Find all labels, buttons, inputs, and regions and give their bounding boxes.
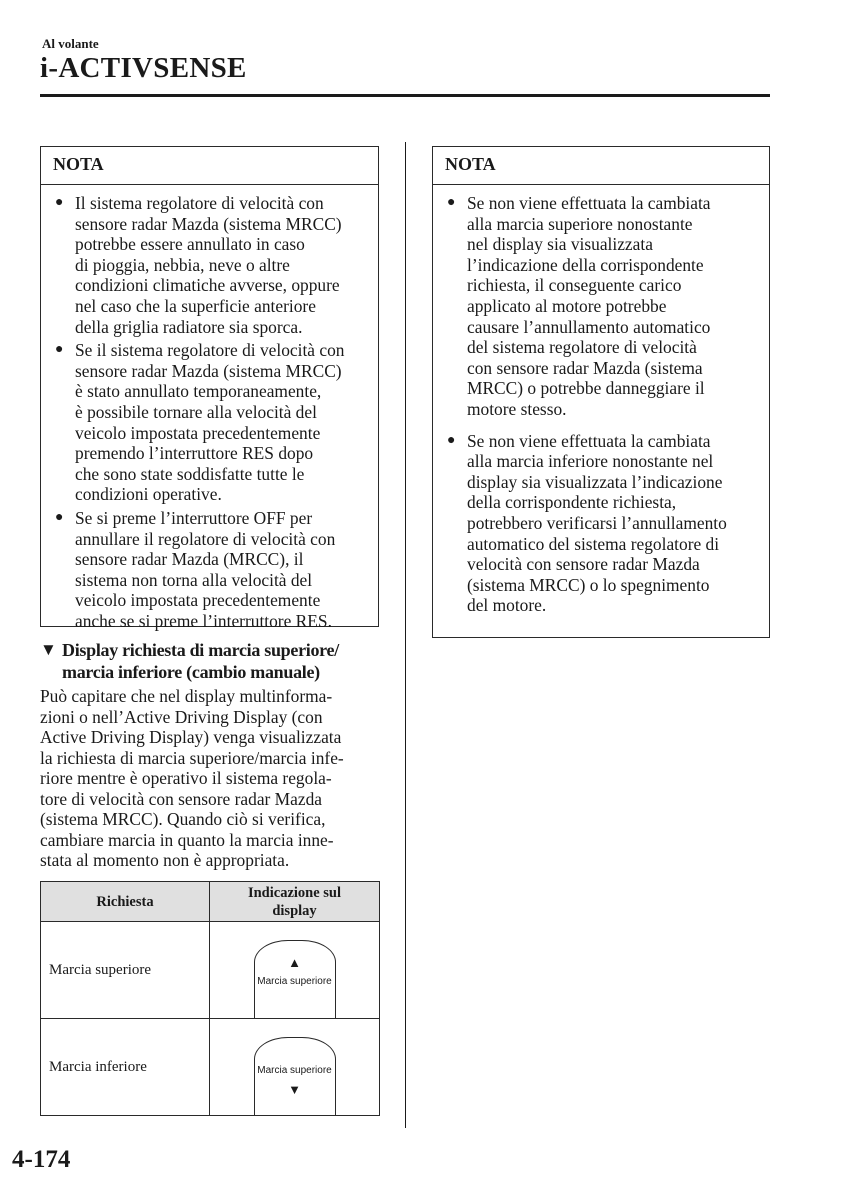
- arrow-up-icon: ▲: [288, 955, 301, 970]
- display-illustration-downshift: [254, 1037, 336, 1115]
- table-cell-display: [210, 922, 380, 1019]
- bullet-icon: ●: [55, 509, 64, 525]
- bullet-icon: ●: [447, 432, 456, 448]
- running-head: Al volante: [42, 36, 99, 51]
- arrow-down-icon: ▼: [288, 1082, 301, 1097]
- note-body: [433, 185, 769, 616]
- display-text: Marcia superiore: [257, 976, 332, 987]
- shift-request-table: [40, 881, 380, 1116]
- note-item: [55, 193, 368, 337]
- note-item-text: Se non viene effettuata la cambiata alla marcia inferiore nonostante nel display sia visualizzata l’indicazione della corrispondente richiesta, potrebbero verificarsi l’annullamento automatico del sistema regolatore di velocità con sensore radar Mazda (sistema MRCC) o lo spegnimento del motore.: [467, 430, 727, 616]
- note-box-right: [432, 146, 770, 638]
- body-paragraph: Può capitare che nel display multinforma- zioni o nell’Active Driving Display (con Active Driving Display) venga visualizzata la richiesta di marcia superiore/marcia infe- riore mentre è operativo il sistema regola- tore di velocità con sensore radar Mazda (sistema MRCC). Quando ciò si verifica, cambiare marcia in quanto la marcia inne- stata al momento non è appropriata.: [40, 686, 344, 870]
- note-item: [55, 340, 368, 505]
- display-illustration-upshift: [254, 940, 336, 1018]
- note-item: [55, 508, 368, 632]
- table-row: [41, 1019, 380, 1116]
- note-item: [447, 193, 759, 420]
- section-title: i-ACTIVSENSE: [40, 52, 247, 84]
- bullet-icon: ●: [55, 342, 64, 358]
- subsection-heading: [40, 639, 385, 683]
- note-body: [41, 185, 378, 631]
- table-cell-request: Marcia superiore: [41, 922, 210, 1019]
- table-header-row: [41, 882, 380, 922]
- bullet-icon: ●: [447, 195, 456, 210]
- note-item-text: Se si preme l’interruttore OFF per annullare il regolatore di velocità con sensore radar Mazda (MRCC), il sistema non torna alla velocità del veicolo impostata precedentemente anche se si preme l’interruttore RES.: [75, 507, 336, 631]
- note-title: NOTA: [41, 147, 378, 185]
- table-header-display: Indicazione sul display: [210, 882, 380, 922]
- table-header-request: Richiesta: [41, 882, 210, 922]
- note-item-text: Il sistema regolatore di velocità con sensore radar Mazda (sistema MRCC) potrebbe essere annullato in caso di pioggia, nebbia, neve o altre condizioni climatiche avverse, oppure nel caso che la superficie anteriore della griglia radiatore sia sporca.: [75, 193, 342, 337]
- note-box-left: [40, 146, 379, 631]
- triangle-down-icon: ▼: [40, 640, 57, 659]
- display-text: Marcia superiore: [257, 1065, 332, 1076]
- table-cell-request: Marcia inferiore: [41, 1019, 210, 1116]
- subsection-title: Display richiesta di marcia superiore/ marcia inferiore (cambio manuale): [62, 640, 339, 682]
- header-rule: [40, 94, 770, 97]
- table-cell-display: [210, 1019, 380, 1116]
- table-row: [41, 922, 380, 1019]
- note-item-text: Se il sistema regolatore di velocità con sensore radar Mazda (sistema MRCC) è stato annullato temporaneamente, è possibile tornare alla velocità del veicolo impostata precedentemente premendo l’interruttore RES dopo che sono state soddisfatte tutte le condizioni operative.: [75, 340, 345, 505]
- bullet-icon: ●: [55, 195, 64, 210]
- note-item-text: Se non viene effettuata la cambiata alla marcia superiore nonostante nel display sia visualizzata l’indicazione della corrispondente richiesta, il conseguente carico applicato al motore potrebbe causare l’annullamento automatico del sistema regolatore di velocità con sensore radar Mazda (sistema MRCC) o potrebbe danneggiare il motore stesso.: [467, 193, 711, 419]
- column-divider: [405, 142, 406, 1128]
- page-number: 4-174: [12, 1146, 71, 1173]
- note-item: [447, 431, 759, 616]
- note-title: NOTA: [433, 147, 769, 185]
